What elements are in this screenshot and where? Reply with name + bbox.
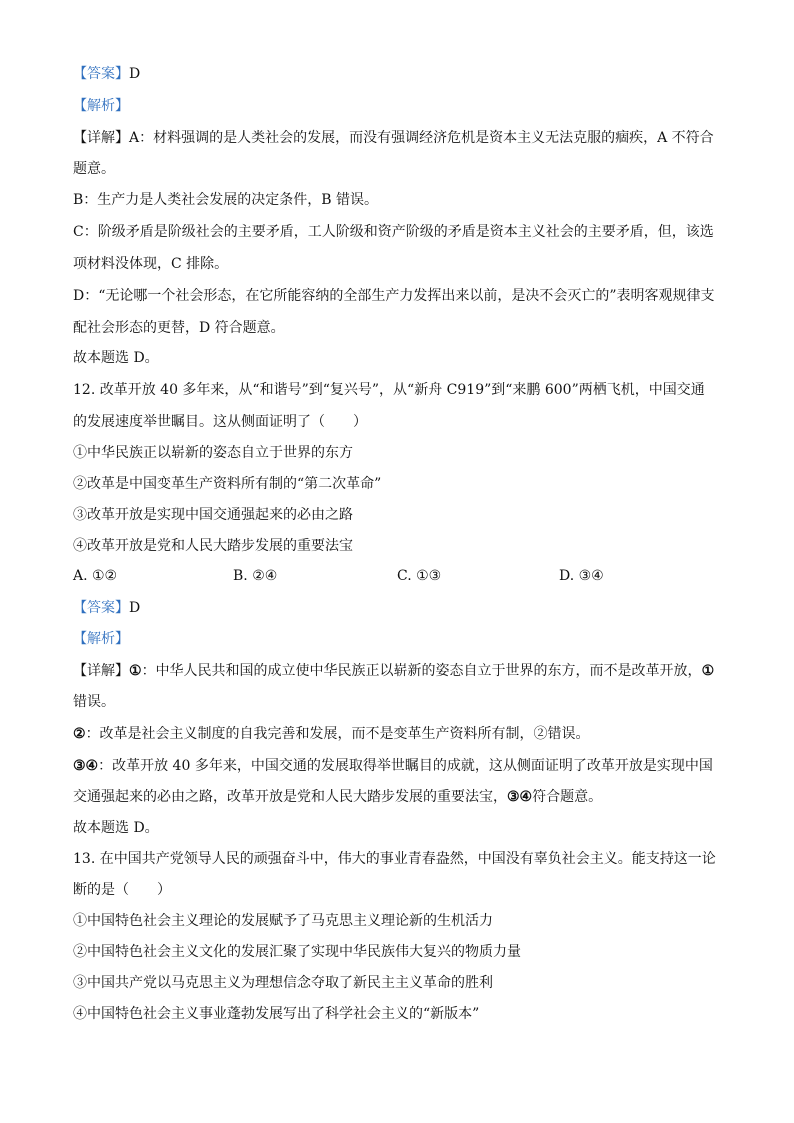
statement-mark: ③④ — [507, 789, 533, 805]
q12-option-b: B. ②④ — [233, 568, 278, 584]
detail-tag: 【详解】 — [73, 130, 129, 146]
q11-detail-line-5: 项材料没体现，C 排除。 — [73, 256, 229, 272]
q11-conclusion: 故本题选 D。 — [73, 350, 159, 366]
q13-stem-line-2: 断的是（ ） — [73, 882, 171, 898]
q12-explanation-1 — [73, 661, 733, 681]
q11-detail-line-2: 题意。 — [73, 161, 115, 177]
q12-option-d: D. ③④ — [559, 568, 604, 584]
q12-statement-1: ①中华民族正以崭新的姿态自立于世界的东方 — [73, 445, 353, 461]
q12-statement-3: ③改革开放是实现中国交通强起来的必由之路 — [73, 507, 353, 523]
explanation-text: ：改革开放 40 多年来，中国交通的发展取得举世瞩目的成就，这从侧面证明了改革开放是实现中国 — [98, 758, 713, 774]
q13-stem-line-1: 13. 在中国共产党领导人民的顽强奋斗中，伟大的事业青春盎然，中国没有辜负社会主义。能支持这一论 — [73, 851, 716, 867]
statement-mark: ③④ — [73, 758, 99, 774]
detail-tag: 【详解】 — [73, 663, 129, 679]
q12-option-a: A. ①② — [73, 568, 118, 584]
answer-tag: 【答案】 — [73, 600, 129, 616]
explanation-text: 交通强起来的必由之路，改革开放是党和人民大踏步发展的重要法宝， — [73, 789, 507, 805]
q12-analysis-line — [73, 629, 733, 649]
q11-detail-line-6: D：“无论哪一个社会形态，在它所能容纳的全部生产力发挥出来以前，是决不会灭亡的”表明客观规律支 — [73, 288, 715, 304]
q12-explanation-2 — [73, 724, 733, 744]
q11-answer-line — [73, 64, 733, 84]
q11-detail-line-3: B：生产力是人类社会发展的决定条件，B 错误。 — [73, 192, 379, 208]
statement-mark: ① — [701, 663, 715, 679]
explanation-text: ：中华人民共和国的成立使中华民族正以崭新的姿态自立于世界的东方，而不是改革开放， — [141, 663, 702, 679]
q12-statement-4: ④改革开放是党和人民大踏步发展的重要法宝 — [73, 538, 353, 554]
explanation-text: ：改革是社会主义制度的自我完善和发展，而不是变革生产资料所有制，②错误。 — [85, 726, 590, 742]
q12-explanation-1-cont: 错误。 — [73, 694, 115, 710]
q12-stem-line-1: 12. 改革开放 40 多年来，从“和谐号”到“复兴号”，从“新舟 C919”到“来鹏 600”两栖飞机，中国交通 — [73, 382, 705, 398]
q13-statement-4: ④中国特色社会主义事业蓬勃发展写出了科学社会主义的“新版本” — [73, 1006, 480, 1022]
q11-detail-line-4: C：阶级矛盾是阶级社会的主要矛盾，工人阶级和资产阶级的矛盾是资本主义社会的主要矛盾，但，该选 — [73, 224, 714, 240]
q13-statement-2: ②中国特色社会主义文化的发展汇聚了实现中华民族伟大复兴的物质力量 — [73, 944, 521, 960]
q11-analysis-line — [73, 96, 733, 116]
detail-text: A：材料强调的是人类社会的发展，而没有强调经济危机是资本主义无法克服的痼疾，A 不符合 — [129, 130, 714, 146]
q12-explanation-3-cont — [73, 787, 733, 807]
analysis-tag: 【解析】 — [73, 631, 129, 647]
answer-tag: 【答案】 — [73, 66, 129, 82]
answer-value: D — [129, 66, 141, 82]
statement-mark: ① — [129, 663, 142, 679]
q12-answer-line — [73, 598, 733, 618]
statement-mark: ② — [73, 726, 86, 742]
q12-conclusion: 故本题选 D。 — [73, 820, 159, 836]
q12-statement-2: ②改革是中国变革生产资料所有制的“第二次革命” — [73, 476, 382, 492]
q12-explanation-3 — [73, 756, 733, 776]
q13-statement-1: ①中国特色社会主义理论的发展赋予了马克思主义理论新的生机活力 — [73, 913, 493, 929]
explanation-text: 符合题意。 — [532, 789, 603, 805]
answer-value: D — [129, 600, 141, 616]
q12-stem-line-2: 的发展速度举世瞩目。这从侧面证明了（ ） — [73, 414, 367, 430]
q12-option-c: C. ①③ — [397, 568, 442, 584]
q13-statement-3: ③中国共产党以马克思主义为理想信念夺取了新民主主义革命的胜利 — [73, 975, 493, 991]
q11-detail-line-1 — [73, 128, 733, 148]
q11-detail-line-7: 配社会形态的更替，D 符合题意。 — [73, 320, 285, 336]
analysis-tag: 【解析】 — [73, 98, 129, 114]
